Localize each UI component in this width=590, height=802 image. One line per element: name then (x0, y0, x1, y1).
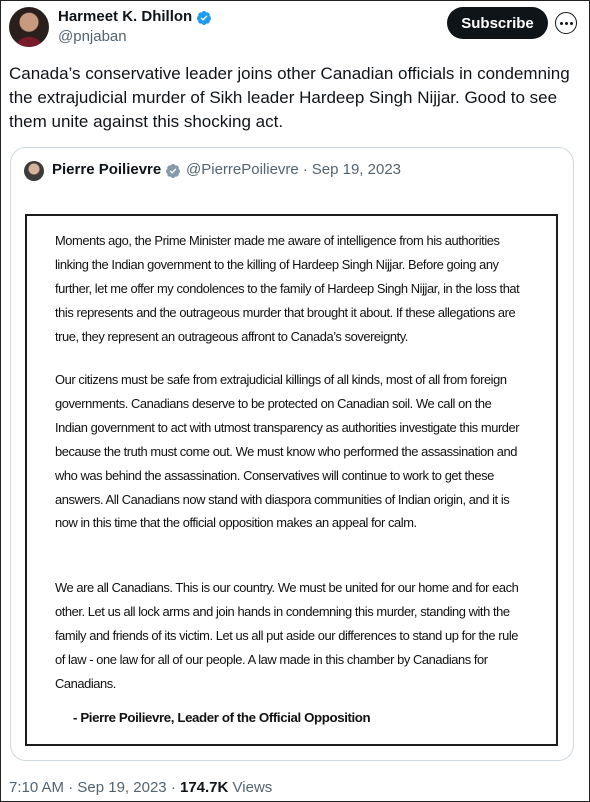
quoted-separator: · (302, 161, 308, 178)
footer-separator: · (170, 779, 176, 796)
quoted-tweet[interactable] (10, 147, 574, 761)
statement-paragraph: Moments ago, the Prime Minister made me aware of intelligence from his authorities linking the Indian government to the killing of Hardeep Singh Nijjar. Before going any further, let me offer my condolences to the family of Hardeep Singh Nijjar, in the loss that this represents and the outrageous murder that brought it about. If these allegations are true, they represent an outrageous affront to Canada’s sovereignty. (55, 233, 520, 344)
views-label: Views (232, 779, 273, 796)
statement-signature: - Pierre Poilievre, Leader of the Official Opposition (73, 710, 371, 725)
quoted-author-name[interactable]: Pierre Poilievre (52, 161, 162, 178)
author-handle[interactable]: @pnjaban (58, 28, 127, 45)
quoted-author-avatar[interactable] (24, 161, 44, 181)
statement-paragraph: We are all Canadians. This is our country. We must be united for our home and for each other. Let us all lock arms and join hands in condemning this murder, standing with the family and friends of its victim. Let us all put aside our differences to stand up for the rule of law - one law for all of our people. A law made in this chamber by Canadians for Canadians. (55, 580, 519, 691)
more-options-icon[interactable] (555, 12, 577, 34)
quoted-date[interactable]: Sep 19, 2023 (311, 161, 402, 178)
tweet-footer (9, 779, 272, 796)
statement-paragraph: Our citizens must be safe from extrajudicial killings of all kinds, most of all from foreign governments. Canadians deserve to be protected on Canadian soil. We call on the Indian government to act with utmost transparency as authorities investigate this murder because the truth must come out. We must know who performed the assassination and who was behind the assassination. Conservatives will continue to work to get these answers. All Canadians now stand with diaspora communities of Indian origin, and it is now in this time that the official opposition makes an appeal for calm. (55, 372, 520, 531)
subscribe-button[interactable]: Subscribe (447, 7, 548, 39)
quoted-meta (186, 161, 401, 178)
views-count: 174.7K (179, 779, 229, 796)
statement-image[interactable] (25, 214, 558, 746)
author-name[interactable]: Harmeet K. Dhillon (58, 8, 193, 25)
verified-gray-badge-icon (165, 163, 181, 179)
quoted-handle[interactable]: @PierrePoilievre (186, 161, 299, 178)
author-avatar[interactable] (9, 7, 49, 47)
footer-separator: · (68, 779, 74, 796)
verified-badge-icon (196, 10, 212, 26)
post-time[interactable]: 7:10 AM (9, 779, 65, 796)
post-date[interactable]: Sep 19, 2023 (77, 779, 167, 796)
tweet-text: Canada’s conservative leader joins other Canadian officials in condemning the extrajudicial murder of Sikh leader Hardeep Singh Nijjar. Good to see them unite against this shocking act. (9, 64, 570, 131)
